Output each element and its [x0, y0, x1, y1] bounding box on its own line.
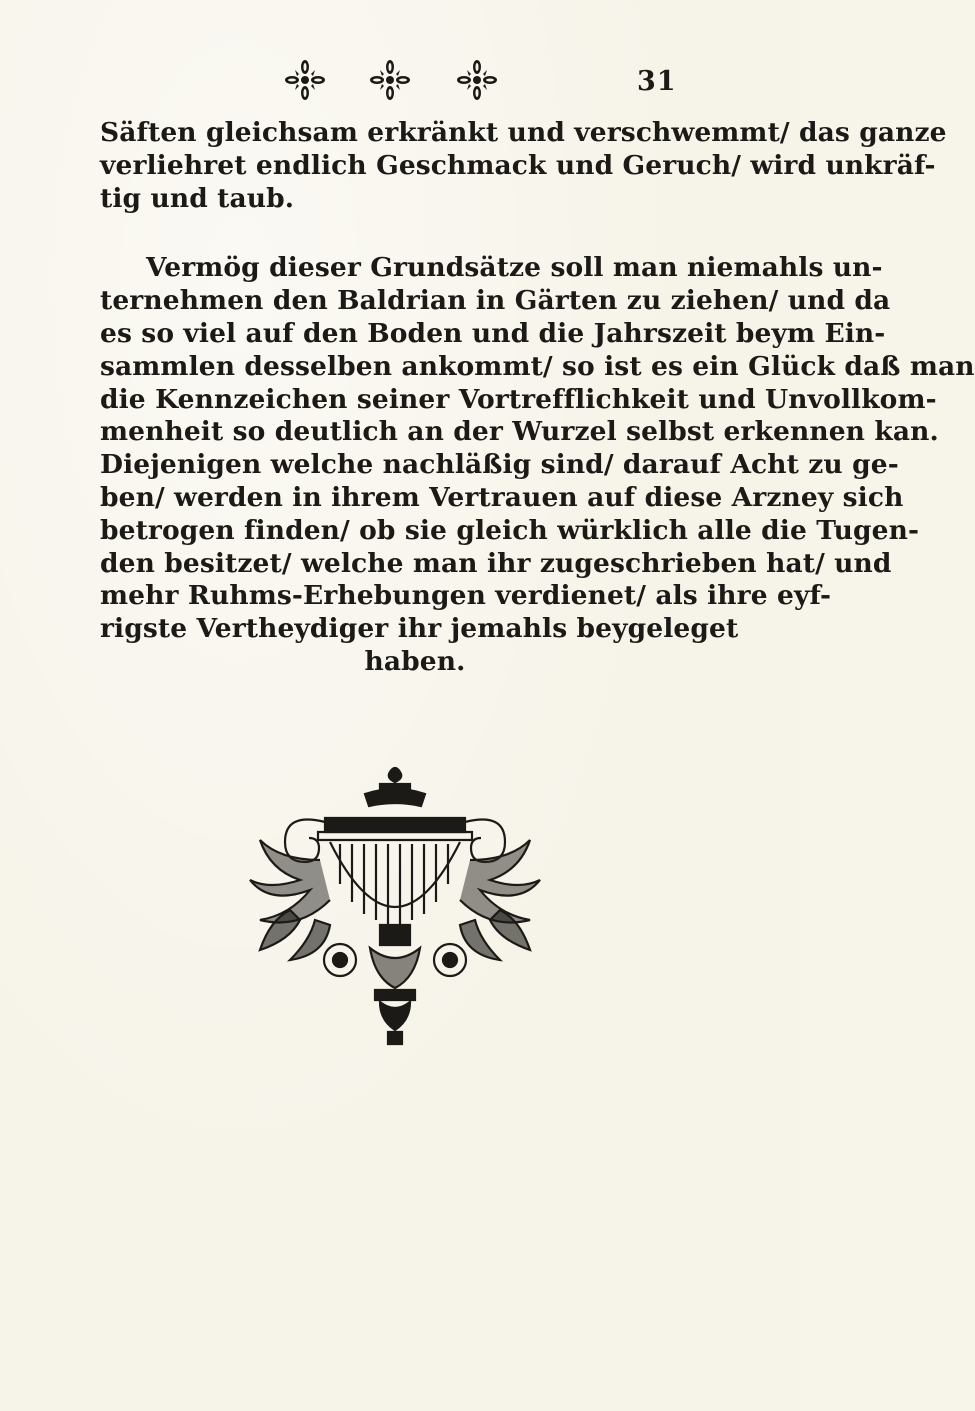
page-number: 31	[637, 66, 677, 97]
text-line: Säften gleichsam erkränkt und verschwemmt/ das ganze	[100, 117, 947, 148]
text-line: menheit so deutlich an der Wurzel selbst erkennen kan.	[100, 416, 939, 448]
header-ornament-row	[0, 58, 800, 108]
text-line: sammlen desselben ankommt/ so ist es ein Glück daß man	[100, 350, 975, 382]
fleuron-icon	[368, 58, 412, 102]
fleuron-icon	[283, 58, 327, 102]
text-line: betrogen finden/ ob sie gleich würklich alle die Tugen-	[100, 514, 920, 546]
body-text	[100, 117, 975, 679]
text-line: ben/ werden in ihrem Vertrauen auf diese Arzney sich	[100, 481, 904, 513]
text-line: die Kennzeichen seiner Vortrefflichkeit und Unvollkom-	[100, 383, 937, 415]
text-line: Vermög dieser Grundsätze soll man niemahls un-	[146, 252, 883, 284]
paragraph-2	[100, 252, 975, 678]
text-line: Diejenigen welche nachläßig sind/ darauf Acht zu ge-	[100, 449, 899, 481]
text-line: mehr Ruhms-Erhebungen verdienet/ als ihre eyf-	[100, 580, 832, 612]
text-line: verliehret endlich Geschmack und Geruch/ wird unkräf-	[100, 149, 936, 181]
text-line: haben.	[364, 645, 466, 677]
text-line: ternehmen den Baldrian in Gärten zu ziehen/ und da	[100, 285, 891, 317]
text-line: tig und taub.	[100, 182, 295, 214]
paragraph-1	[100, 117, 947, 215]
urn-vignette-icon	[230, 760, 560, 1060]
fleuron-icon	[455, 58, 499, 102]
text-line: rigste Vertheydiger ihr jemahls beygeleget	[100, 613, 739, 645]
text-line: den besitzet/ welche man ihr zugeschrieben hat/ und	[100, 547, 892, 579]
text-line: es so viel auf den Boden und die Jahrszeit beym Ein-	[100, 317, 886, 349]
